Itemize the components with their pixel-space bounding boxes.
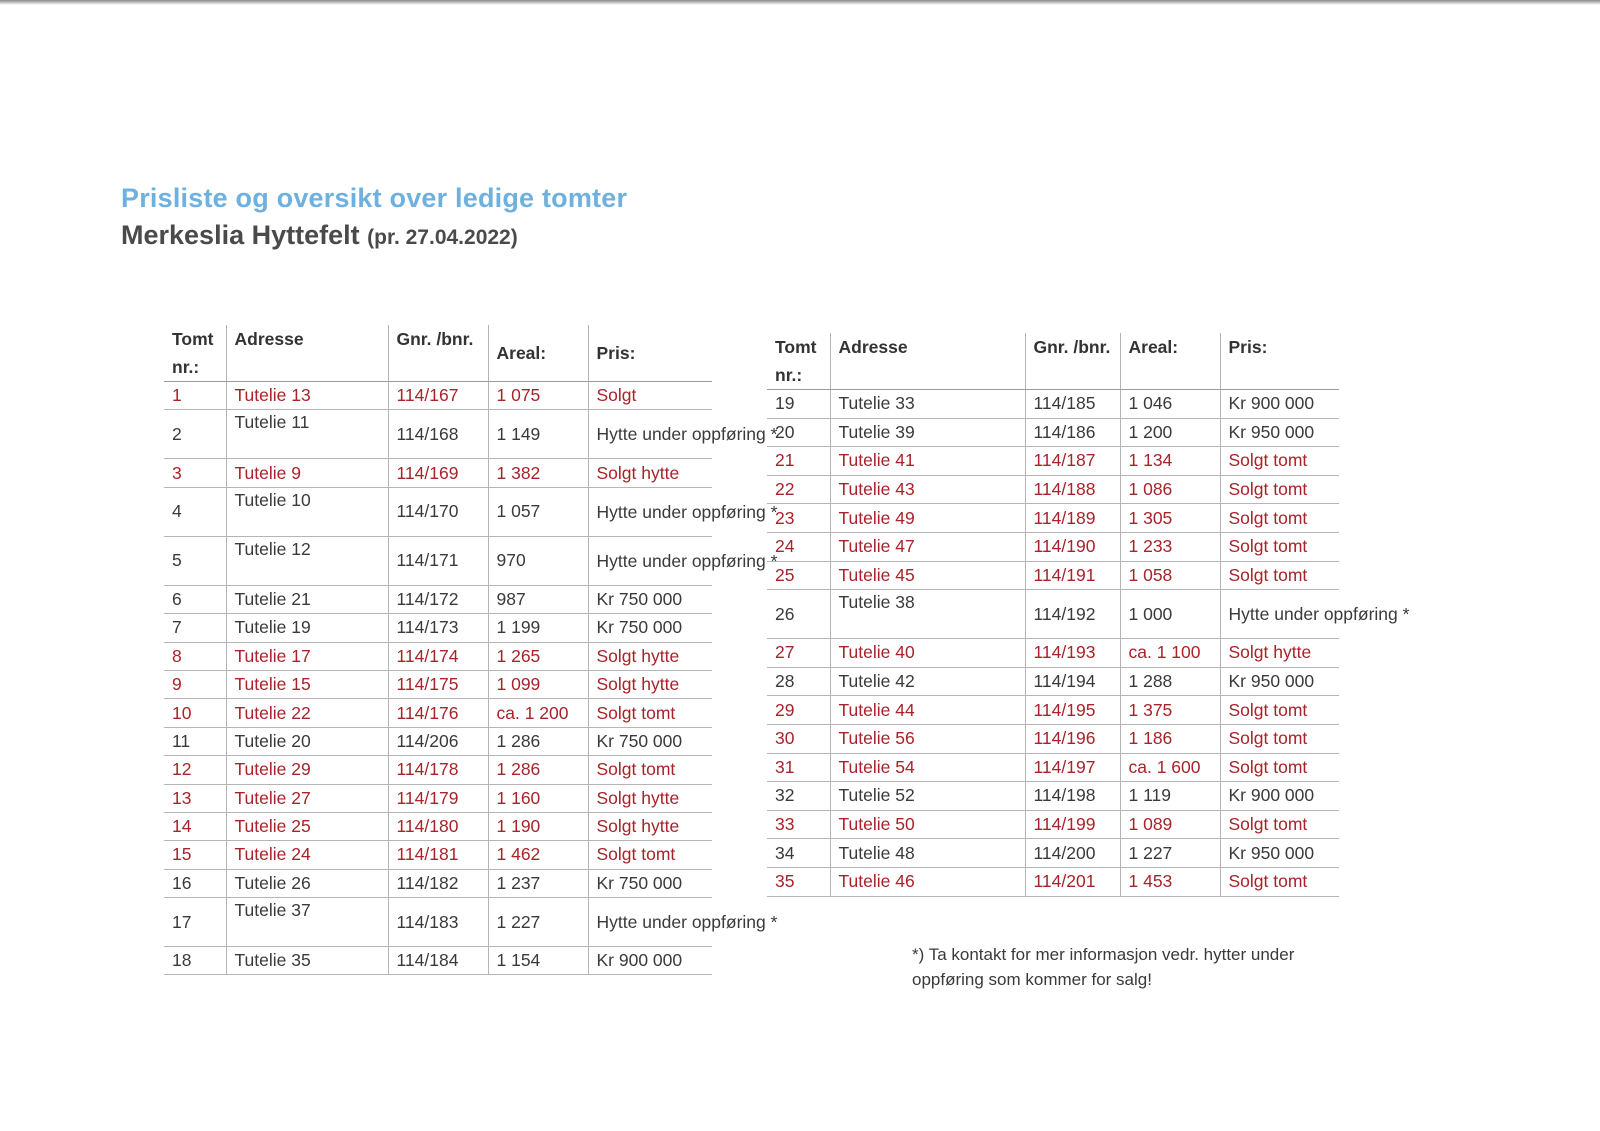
cell-areal: 1 058	[1120, 561, 1220, 590]
col-header-areal: Areal:	[1120, 333, 1220, 390]
cell-gnr-bnr: 114/183	[388, 898, 488, 947]
table-row	[767, 724, 1339, 753]
cell-adresse: Tutelie 37	[226, 898, 388, 947]
cell-tomt-nr: 32	[767, 782, 830, 811]
table-row	[767, 639, 1339, 668]
cell-gnr-bnr: 114/174	[388, 642, 488, 670]
cell-adresse: Tutelie 35	[226, 947, 388, 975]
cell-pris: Solgt hytte	[588, 670, 712, 698]
cell-areal: ca. 1 100	[1120, 639, 1220, 668]
cell-tomt-nr: 19	[767, 390, 830, 419]
cell-adresse: Tutelie 46	[830, 867, 1025, 896]
cell-adresse: Tutelie 33	[830, 390, 1025, 419]
cell-gnr-bnr: 114/181	[388, 841, 488, 869]
cell-pris: Solgt hytte	[1220, 639, 1339, 668]
page-subtitle	[121, 220, 627, 251]
cell-tomt-nr: 13	[164, 784, 226, 812]
cell-adresse: Tutelie 48	[830, 839, 1025, 868]
subtitle-date: (pr. 27.04.2022)	[367, 226, 518, 249]
cell-gnr-bnr: 114/178	[388, 756, 488, 784]
cell-adresse: Tutelie 20	[226, 727, 388, 755]
col-header-adresse: Adresse	[830, 333, 1025, 390]
col-header-tomt: Tomt nr.:	[767, 333, 830, 390]
cell-adresse: Tutelie 9	[226, 459, 388, 487]
table-row	[767, 418, 1339, 447]
table-body-left	[164, 382, 778, 975]
cell-gnr-bnr: 114/195	[1025, 696, 1120, 725]
cell-adresse: Tutelie 41	[830, 447, 1025, 476]
table-row	[164, 585, 712, 613]
cell-gnr-bnr: 114/184	[388, 947, 488, 975]
cell-areal: 1 375	[1120, 696, 1220, 725]
cell-gnr-bnr: 114/194	[1025, 667, 1120, 696]
table-row	[164, 614, 712, 642]
cell-adresse: Tutelie 43	[830, 475, 1025, 504]
table-row	[767, 447, 1339, 476]
cell-adresse: Tutelie 15	[226, 670, 388, 698]
cell-areal: 1 286	[488, 756, 588, 784]
cell-pris: Solgt tomt	[588, 756, 712, 784]
cell-pris: Kr 950 000	[1220, 839, 1339, 868]
cell-pris: Hytte under oppføring *	[588, 536, 712, 585]
cell-tomt-nr: 30	[767, 724, 830, 753]
cell-pris: Kr 750 000	[588, 869, 712, 897]
table-body-right	[767, 390, 1410, 897]
cell-areal: 1 227	[488, 898, 588, 947]
cell-gnr-bnr: 114/173	[388, 614, 488, 642]
cell-areal: 1 453	[1120, 867, 1220, 896]
table-row	[164, 869, 712, 897]
price-table-right	[767, 333, 1410, 897]
cell-pris: Kr 900 000	[1220, 390, 1339, 419]
cell-tomt-nr: 28	[767, 667, 830, 696]
cell-gnr-bnr: 114/171	[388, 536, 488, 585]
cell-gnr-bnr: 114/186	[1025, 418, 1120, 447]
cell-areal: 1 462	[488, 841, 588, 869]
cell-areal: 1 237	[488, 869, 588, 897]
cell-tomt-nr: 25	[767, 561, 830, 590]
cell-tomt-nr: 11	[164, 727, 226, 755]
cell-areal: 1 199	[488, 614, 588, 642]
cell-tomt-nr: 20	[767, 418, 830, 447]
cell-gnr-bnr: 114/176	[388, 699, 488, 727]
cell-pris: Solgt hytte	[588, 812, 712, 840]
cell-tomt-nr: 35	[767, 867, 830, 896]
table-row	[767, 867, 1339, 896]
cell-pris: Solgt tomt	[1220, 696, 1339, 725]
cell-pris: Solgt tomt	[1220, 810, 1339, 839]
table-row	[164, 382, 712, 410]
cell-pris: Solgt tomt	[1220, 532, 1339, 561]
cell-adresse: Tutelie 24	[226, 841, 388, 869]
cell-pris: Solgt tomt	[588, 841, 712, 869]
cell-tomt-nr: 29	[767, 696, 830, 725]
cell-tomt-nr: 23	[767, 504, 830, 533]
cell-pris: Solgt	[588, 382, 712, 410]
cell-adresse: Tutelie 22	[226, 699, 388, 727]
cell-pris: Solgt tomt	[1220, 475, 1339, 504]
cell-areal: 970	[488, 536, 588, 585]
cell-tomt-nr: 27	[767, 639, 830, 668]
cell-adresse: Tutelie 13	[226, 382, 388, 410]
subtitle-name: Merkeslia Hyttefelt	[121, 220, 360, 250]
cell-gnr-bnr: 114/175	[388, 670, 488, 698]
cell-pris: Hytte under oppføring *	[588, 487, 712, 536]
col-header-gnr: Gnr. /bnr.	[1025, 333, 1120, 390]
table-row	[164, 756, 712, 784]
cell-areal: 1 046	[1120, 390, 1220, 419]
cell-pris: Solgt tomt	[588, 699, 712, 727]
cell-adresse: Tutelie 45	[830, 561, 1025, 590]
cell-pris: Solgt tomt	[1220, 724, 1339, 753]
cell-gnr-bnr: 114/189	[1025, 504, 1120, 533]
cell-pris: Kr 900 000	[1220, 782, 1339, 811]
cell-gnr-bnr: 114/197	[1025, 753, 1120, 782]
table-row	[164, 699, 712, 727]
cell-gnr-bnr: 114/168	[388, 410, 488, 459]
table-row	[164, 410, 712, 459]
cell-tomt-nr: 8	[164, 642, 226, 670]
cell-gnr-bnr: 114/188	[1025, 475, 1120, 504]
cell-adresse: Tutelie 44	[830, 696, 1025, 725]
table-row	[164, 841, 712, 869]
cell-areal: 1 134	[1120, 447, 1220, 476]
table-row	[164, 812, 712, 840]
cell-adresse: Tutelie 50	[830, 810, 1025, 839]
cell-adresse: Tutelie 29	[226, 756, 388, 784]
cell-tomt-nr: 1	[164, 382, 226, 410]
cell-gnr-bnr: 114/201	[1025, 867, 1120, 896]
col-header-pris: Pris:	[588, 325, 712, 382]
cell-adresse: Tutelie 54	[830, 753, 1025, 782]
cell-gnr-bnr: 114/187	[1025, 447, 1120, 476]
cell-areal: 1 305	[1120, 504, 1220, 533]
footnote: *) Ta kontakt for mer informasjon vedr. hytter under oppføring som kommer for salg!	[912, 945, 1295, 989]
cell-tomt-nr: 22	[767, 475, 830, 504]
table-row	[767, 839, 1339, 868]
cell-tomt-nr: 6	[164, 585, 226, 613]
cell-adresse: Tutelie 39	[830, 418, 1025, 447]
cell-gnr-bnr: 114/192	[1025, 590, 1120, 639]
cell-areal: 1 160	[488, 784, 588, 812]
cell-pris: Solgt tomt	[1220, 504, 1339, 533]
cell-areal: 1 288	[1120, 667, 1220, 696]
cell-tomt-nr: 34	[767, 839, 830, 868]
table-row	[767, 561, 1339, 590]
cell-areal: 1 186	[1120, 724, 1220, 753]
cell-areal: 1 075	[488, 382, 588, 410]
table-row	[164, 642, 712, 670]
cell-pris: Hytte under oppføring *	[588, 898, 712, 947]
cell-areal: 1 265	[488, 642, 588, 670]
cell-pris: Kr 900 000	[588, 947, 712, 975]
col-header-gnr: Gnr. /bnr.	[388, 325, 488, 382]
table-row	[767, 696, 1339, 725]
cell-tomt-nr: 7	[164, 614, 226, 642]
table-row	[164, 670, 712, 698]
table-row	[164, 784, 712, 812]
cell-tomt-nr: 12	[164, 756, 226, 784]
cell-adresse: Tutelie 27	[226, 784, 388, 812]
table-row	[164, 947, 712, 975]
cell-areal: 1 089	[1120, 810, 1220, 839]
cell-pris: Kr 750 000	[588, 727, 712, 755]
table-row	[767, 390, 1339, 419]
cell-gnr-bnr: 114/193	[1025, 639, 1120, 668]
cell-gnr-bnr: 114/182	[388, 869, 488, 897]
cell-areal: 1 190	[488, 812, 588, 840]
cell-tomt-nr: 18	[164, 947, 226, 975]
cell-tomt-nr: 24	[767, 532, 830, 561]
cell-areal: 1 227	[1120, 839, 1220, 868]
cell-areal: 1 099	[488, 670, 588, 698]
col-header-tomt: Tomt nr.:	[164, 325, 226, 382]
cell-pris: Solgt tomt	[1220, 867, 1339, 896]
cell-adresse: Tutelie 42	[830, 667, 1025, 696]
cell-areal: 1 000	[1120, 590, 1220, 639]
cell-pris: Solgt tomt	[1220, 753, 1339, 782]
table-row	[767, 753, 1339, 782]
cell-areal: ca. 1 600	[1120, 753, 1220, 782]
cell-tomt-nr: 10	[164, 699, 226, 727]
table-row	[767, 590, 1339, 639]
table-row	[767, 667, 1339, 696]
cell-adresse: Tutelie 47	[830, 532, 1025, 561]
cell-areal: 1 149	[488, 410, 588, 459]
cell-pris: Solgt hytte	[588, 642, 712, 670]
cell-gnr-bnr: 114/170	[388, 487, 488, 536]
cell-gnr-bnr: 114/191	[1025, 561, 1120, 590]
cell-pris: Kr 950 000	[1220, 418, 1339, 447]
cell-gnr-bnr: 114/206	[388, 727, 488, 755]
cell-tomt-nr: 2	[164, 410, 226, 459]
cell-tomt-nr: 4	[164, 487, 226, 536]
cell-tomt-nr: 33	[767, 810, 830, 839]
cell-gnr-bnr: 114/199	[1025, 810, 1120, 839]
cell-areal: 1 057	[488, 487, 588, 536]
cell-gnr-bnr: 114/190	[1025, 532, 1120, 561]
cell-adresse: Tutelie 26	[226, 869, 388, 897]
table-row	[767, 810, 1339, 839]
cell-pris: Solgt tomt	[1220, 447, 1339, 476]
cell-areal: 1 286	[488, 727, 588, 755]
cell-adresse: Tutelie 49	[830, 504, 1025, 533]
title-block	[121, 183, 627, 251]
cell-tomt-nr: 3	[164, 459, 226, 487]
table-row	[767, 475, 1339, 504]
table-row	[767, 782, 1339, 811]
cell-pris: Solgt hytte	[588, 784, 712, 812]
cell-adresse: Tutelie 56	[830, 724, 1025, 753]
page-title: Prisliste og oversikt over ledige tomter	[121, 183, 628, 213]
col-header-pris: Pris:	[1220, 333, 1339, 390]
cell-gnr-bnr: 114/179	[388, 784, 488, 812]
cell-pris: Solgt tomt	[1220, 561, 1339, 590]
cell-tomt-nr: 15	[164, 841, 226, 869]
table-row	[164, 487, 712, 536]
table-row	[767, 532, 1339, 561]
cell-adresse: Tutelie 38	[830, 590, 1025, 639]
table-row	[767, 504, 1339, 533]
cell-areal: 1 382	[488, 459, 588, 487]
cell-tomt-nr: 17	[164, 898, 226, 947]
cell-pris: Kr 950 000	[1220, 667, 1339, 696]
cell-pris: Hytte under oppføring *	[1220, 590, 1339, 639]
scan-edge	[0, 0, 1600, 5]
cell-gnr-bnr: 114/198	[1025, 782, 1120, 811]
cell-adresse: Tutelie 10	[226, 487, 388, 536]
cell-tomt-nr: 9	[164, 670, 226, 698]
price-table-left	[164, 325, 778, 975]
cell-gnr-bnr: 114/196	[1025, 724, 1120, 753]
col-header-areal: Areal:	[488, 325, 588, 382]
cell-gnr-bnr: 114/200	[1025, 839, 1120, 868]
cell-tomt-nr: 26	[767, 590, 830, 639]
table-row	[164, 727, 712, 755]
cell-gnr-bnr: 114/169	[388, 459, 488, 487]
cell-areal: 1 154	[488, 947, 588, 975]
cell-pris: Kr 750 000	[588, 585, 712, 613]
cell-adresse: Tutelie 17	[226, 642, 388, 670]
table-row	[164, 536, 712, 585]
cell-pris: Solgt hytte	[588, 459, 712, 487]
cell-adresse: Tutelie 19	[226, 614, 388, 642]
cell-tomt-nr: 31	[767, 753, 830, 782]
cell-areal: ca. 1 200	[488, 699, 588, 727]
cell-gnr-bnr: 114/180	[388, 812, 488, 840]
cell-adresse: Tutelie 40	[830, 639, 1025, 668]
cell-adresse: Tutelie 21	[226, 585, 388, 613]
cell-gnr-bnr: 114/172	[388, 585, 488, 613]
cell-adresse: Tutelie 11	[226, 410, 388, 459]
cell-gnr-bnr: 114/167	[388, 382, 488, 410]
cell-areal: 1 233	[1120, 532, 1220, 561]
cell-tomt-nr: 5	[164, 536, 226, 585]
cell-areal: 1 086	[1120, 475, 1220, 504]
cell-gnr-bnr: 114/185	[1025, 390, 1120, 419]
cell-tomt-nr: 16	[164, 869, 226, 897]
table-row	[164, 459, 712, 487]
col-header-adresse: Adresse	[226, 325, 388, 382]
cell-pris: Hytte under oppføring *	[588, 410, 712, 459]
cell-adresse: Tutelie 25	[226, 812, 388, 840]
cell-pris: Kr 750 000	[588, 614, 712, 642]
cell-areal: 1 200	[1120, 418, 1220, 447]
cell-adresse: Tutelie 52	[830, 782, 1025, 811]
cell-adresse: Tutelie 12	[226, 536, 388, 585]
cell-areal: 1 119	[1120, 782, 1220, 811]
cell-tomt-nr: 14	[164, 812, 226, 840]
cell-tomt-nr: 21	[767, 447, 830, 476]
table-row	[164, 898, 712, 947]
cell-areal: 987	[488, 585, 588, 613]
